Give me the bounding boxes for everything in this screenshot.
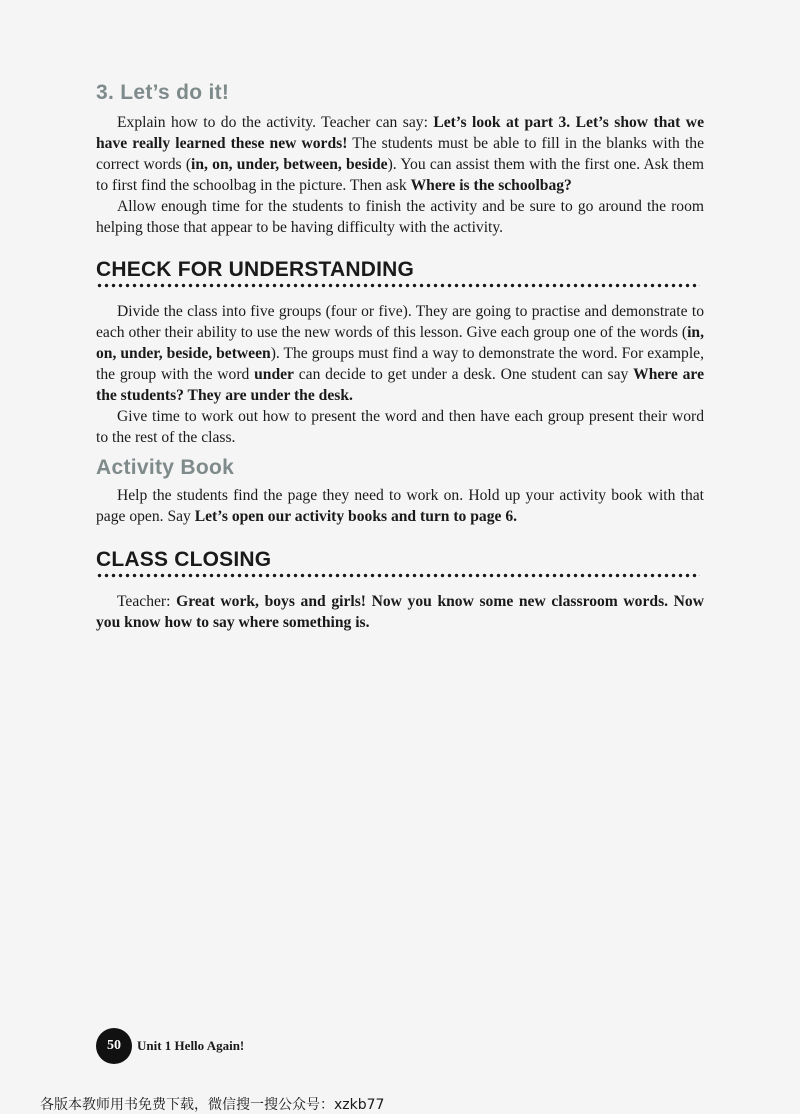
watermark-text: 各版本教师用书免费下载，微信搜一搜公众号：xzkb77 — [40, 1097, 385, 1113]
paragraph — [96, 406, 704, 448]
text-run: Explain how to do the activity. Teacher can say: — [117, 114, 434, 131]
paragraph — [96, 196, 704, 238]
paragraph — [96, 591, 704, 633]
text-run: can decide to get under a desk. One student can say — [293, 366, 634, 383]
section-heading-class-closing: CLASS CLOSING — [96, 548, 272, 571]
section-heading-check: CHECK FOR UNDERSTANDING — [96, 258, 415, 281]
bold-text: Where are the students? They are under the desk. — [96, 366, 704, 404]
text-run: ). The groups must find a way to demonstrate the word. For example, the group with the word — [96, 345, 704, 383]
bold-text: under — [254, 366, 294, 383]
paragraph — [96, 301, 704, 406]
bold-text: Great work, boys and girls! Now you know some new classroom words. Now you know how to say where something is. — [96, 593, 704, 631]
bold-text: Let’s open our activity books and turn to page 6. — [194, 508, 518, 525]
text-run: Help the students find the page they need to work on. Hold up your activity book with that page open. Say — [96, 487, 704, 525]
text-run: Divide the class into five groups (four or five). They are going to practise and demonstrate to each other their ability to use the new words of this lesson. Give each group one of the words ( — [96, 303, 704, 341]
bold-text: Let’s look at part 3. Let’s show that we have really learned these new words! — [96, 114, 704, 152]
paragraph — [96, 485, 704, 527]
text-run: Teacher: — [117, 593, 177, 610]
text-run: ). You can assist them with the first one. Ask them to first find the schoolbag in the picture. Then ask — [96, 156, 704, 194]
text-run: Allow enough time for the students to finish the activity and be sure to go around the room helping those that appear to be having difficulty with the activity. — [96, 198, 704, 236]
bold-text: Where is the schoolbag? — [410, 177, 572, 194]
bold-text: in, on, under, beside, between — [96, 324, 704, 362]
page-number-badge: 50 — [96, 1028, 132, 1064]
dotted-divider — [96, 283, 700, 288]
page-footer — [96, 1028, 244, 1064]
text-run: The students must be able to fill in the blanks with the correct words ( — [96, 135, 704, 173]
section-heading-activity-book: Activity Book — [96, 456, 235, 479]
paragraph — [96, 112, 704, 196]
unit-label: Unit 1 Hello Again! — [137, 1038, 245, 1053]
bold-text: in, on, under, between, beside — [191, 156, 388, 173]
text-run: Give time to work out how to present the word and then have each group present their word to the rest of the class. — [96, 408, 704, 446]
section-heading-lets-do-it: 3. Let’s do it! — [96, 81, 230, 104]
dotted-divider — [96, 573, 700, 578]
